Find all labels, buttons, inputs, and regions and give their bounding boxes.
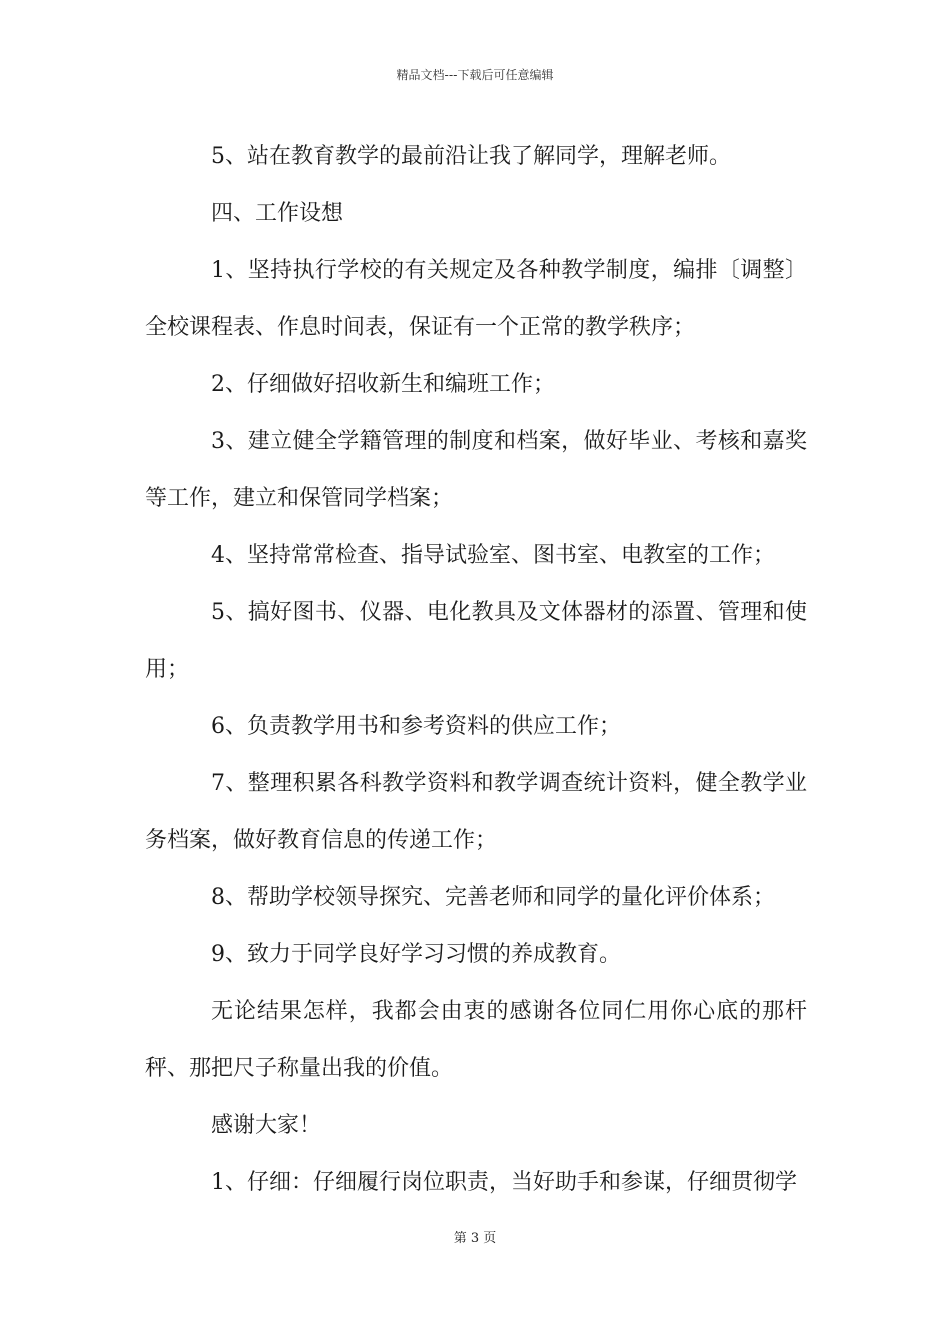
paragraph: 2、仔细做好招收新生和编班工作； bbox=[211, 372, 555, 397]
paragraph: 7、整理积累各科教学资料和教学调查统计资料，健全教学业务档案，做好教育信息的传递工作； bbox=[145, 771, 807, 853]
paragraph: 感谢大家！ bbox=[211, 1113, 322, 1138]
paragraph: 5、搞好图书、仪器、电化教具及文体器材的添置、管理和使用； bbox=[145, 600, 807, 682]
paragraph: 5、站在教育教学的最前沿让我了解同学，理解老师。 bbox=[211, 144, 731, 169]
paragraph: 8、帮助学校领导探究、完善老师和同学的量化评价体系； bbox=[211, 885, 775, 910]
paragraph: 3、建立健全学籍管理的制度和档案，做好毕业、考核和嘉奖等工作，建立和保管同学档案； bbox=[145, 429, 807, 511]
document-body bbox=[145, 128, 807, 1211]
paragraph: 4、坚持常常检查、指导试验室、图书室、电教室的工作； bbox=[211, 543, 775, 568]
page-header: 精品文档---下载后可任意编辑 bbox=[396, 68, 554, 82]
paragraph: 6、负责教学用书和参考资料的供应工作； bbox=[211, 714, 621, 739]
paragraph: 1、仔细：仔细履行岗位职责，当好助手和参谋，仔细贯彻学 bbox=[211, 1170, 797, 1195]
page-number: 第 3 页 bbox=[453, 1231, 497, 1246]
paragraph: 9、致力于同学良好学习习惯的养成教育。 bbox=[211, 942, 621, 967]
paragraph: 1、坚持执行学校的有关规定及各种教学制度，编排〔调整〕全校课程表、作息时间表，保证有一个正常的教学秩序； bbox=[145, 258, 807, 340]
paragraph: 无论结果怎样，我都会由衷的感谢各位同仁用你心底的那杆秤、那把尺子称量出我的价值。 bbox=[145, 999, 807, 1081]
section-heading: 四、工作设想 bbox=[211, 201, 344, 226]
